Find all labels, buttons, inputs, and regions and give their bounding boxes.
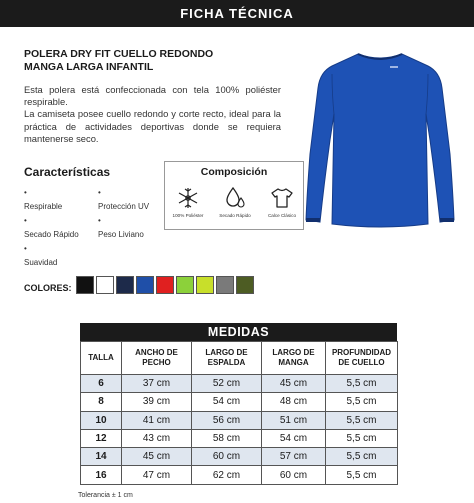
product-title-line1: POLERA DRY FIT CUELLO REDONDO <box>24 48 214 60</box>
measurement-cell: 48 cm <box>262 393 326 411</box>
composition-label: 100% Poliéster <box>172 213 204 218</box>
color-swatch[interactable] <box>176 276 194 294</box>
table-row <box>81 429 398 447</box>
measurement-cell: 5,5 cm <box>326 429 398 447</box>
table-row <box>81 393 398 411</box>
tolerance-note: Tolerancia ± 1 cm <box>78 492 133 499</box>
colors-label: COLORES: <box>24 283 72 293</box>
snowflake-fabric-icon <box>176 186 200 210</box>
characteristic-item: • Peso Liviano <box>98 216 144 239</box>
table-body <box>81 375 398 485</box>
size-cell: 6 <box>81 375 122 393</box>
measurement-cell: 43 cm <box>122 429 192 447</box>
measurement-cell: 58 cm <box>192 429 262 447</box>
size-cell: 8 <box>81 393 122 411</box>
header-bar <box>0 0 474 27</box>
measurement-cell: 54 cm <box>262 429 326 447</box>
measurement-cell: 52 cm <box>192 375 262 393</box>
characteristics-column-2 <box>98 186 149 242</box>
color-swatch[interactable] <box>196 276 214 294</box>
measurement-cell: 54 cm <box>192 393 262 411</box>
shirt-body <box>306 54 454 227</box>
composition-box <box>164 161 304 230</box>
description-paragraph-2: La camiseta posee cuello redondo y corte recto, ideal para la práctica de actividades deportivas donde se requiera mantenerse seco. <box>24 108 281 144</box>
measurement-cell: 5,5 cm <box>326 411 398 429</box>
measurement-cell: 60 cm <box>192 448 262 466</box>
table-row <box>81 375 398 393</box>
size-table <box>80 341 398 485</box>
composition-label: Secado Rápido <box>219 213 251 218</box>
characteristic-item: • Protección UV <box>98 188 150 211</box>
measurement-cell: 56 cm <box>192 411 262 429</box>
size-cell: 10 <box>81 411 122 429</box>
composition-label: Calce Clásico <box>267 213 297 218</box>
measurement-cell: 51 cm <box>262 411 326 429</box>
characteristic-item: • Secado Rápido <box>24 216 79 239</box>
color-swatch[interactable] <box>236 276 254 294</box>
measurement-cell: 62 cm <box>192 466 262 484</box>
color-swatch[interactable] <box>116 276 134 294</box>
column-header-profundidad-cuello: PROFUNDIDAD DE CUELLO <box>326 342 398 375</box>
column-header-largo-espalda: LARGO DE ESPALDA <box>192 342 262 375</box>
size-cell: 12 <box>81 429 122 447</box>
color-swatch[interactable] <box>216 276 234 294</box>
characteristics-title: Características <box>24 165 111 179</box>
table-header-row <box>81 342 398 375</box>
measurement-cell: 60 cm <box>262 466 326 484</box>
description-paragraph-1: Esta polera está confeccionada con tela 100% poliéster respirable. <box>24 84 281 108</box>
color-swatch[interactable] <box>96 276 114 294</box>
composition-item <box>259 186 305 218</box>
measurement-cell: 45 cm <box>122 448 192 466</box>
measurement-cell: 41 cm <box>122 411 192 429</box>
table-row <box>81 411 398 429</box>
composition-item <box>212 186 258 218</box>
measurement-cell: 45 cm <box>262 375 326 393</box>
size-cell: 16 <box>81 466 122 484</box>
measurement-cell: 47 cm <box>122 466 192 484</box>
measurement-cell: 37 cm <box>122 375 192 393</box>
measurements-title: MEDIDAS <box>80 323 397 341</box>
color-swatch[interactable] <box>76 276 94 294</box>
characteristic-item: • Respirable <box>24 188 63 211</box>
column-header-largo-manga: LARGO DE MANGA <box>262 342 326 375</box>
measurement-cell: 57 cm <box>262 448 326 466</box>
measurement-cell: 5,5 cm <box>326 375 398 393</box>
page-title: FICHA TÉCNICA <box>180 6 294 21</box>
product-title-line2: MANGA LARGA INFANTIL <box>24 61 154 73</box>
measurement-cell: 5,5 cm <box>326 448 398 466</box>
water-drops-icon <box>223 186 247 210</box>
measurement-cell: 5,5 cm <box>326 466 398 484</box>
measurement-cell: 5,5 cm <box>326 393 398 411</box>
measurement-cell: 39 cm <box>122 393 192 411</box>
characteristics-column-1 <box>24 186 79 270</box>
composition-title: Composición <box>200 166 268 178</box>
table-row <box>81 466 398 484</box>
tshirt-icon <box>270 186 294 210</box>
color-swatch[interactable] <box>156 276 174 294</box>
column-header-ancho-pecho: ANCHO DE PECHO <box>122 342 192 375</box>
measurements-table <box>80 323 397 485</box>
characteristic-item: • Suavidad <box>24 244 58 267</box>
color-swatch[interactable] <box>136 276 154 294</box>
size-cell: 14 <box>81 448 122 466</box>
product-description <box>24 84 281 145</box>
column-header-talla: TALLA <box>81 342 122 375</box>
product-title <box>24 48 284 74</box>
table-row <box>81 448 398 466</box>
composition-item <box>165 186 211 218</box>
shirt-image <box>300 44 460 234</box>
